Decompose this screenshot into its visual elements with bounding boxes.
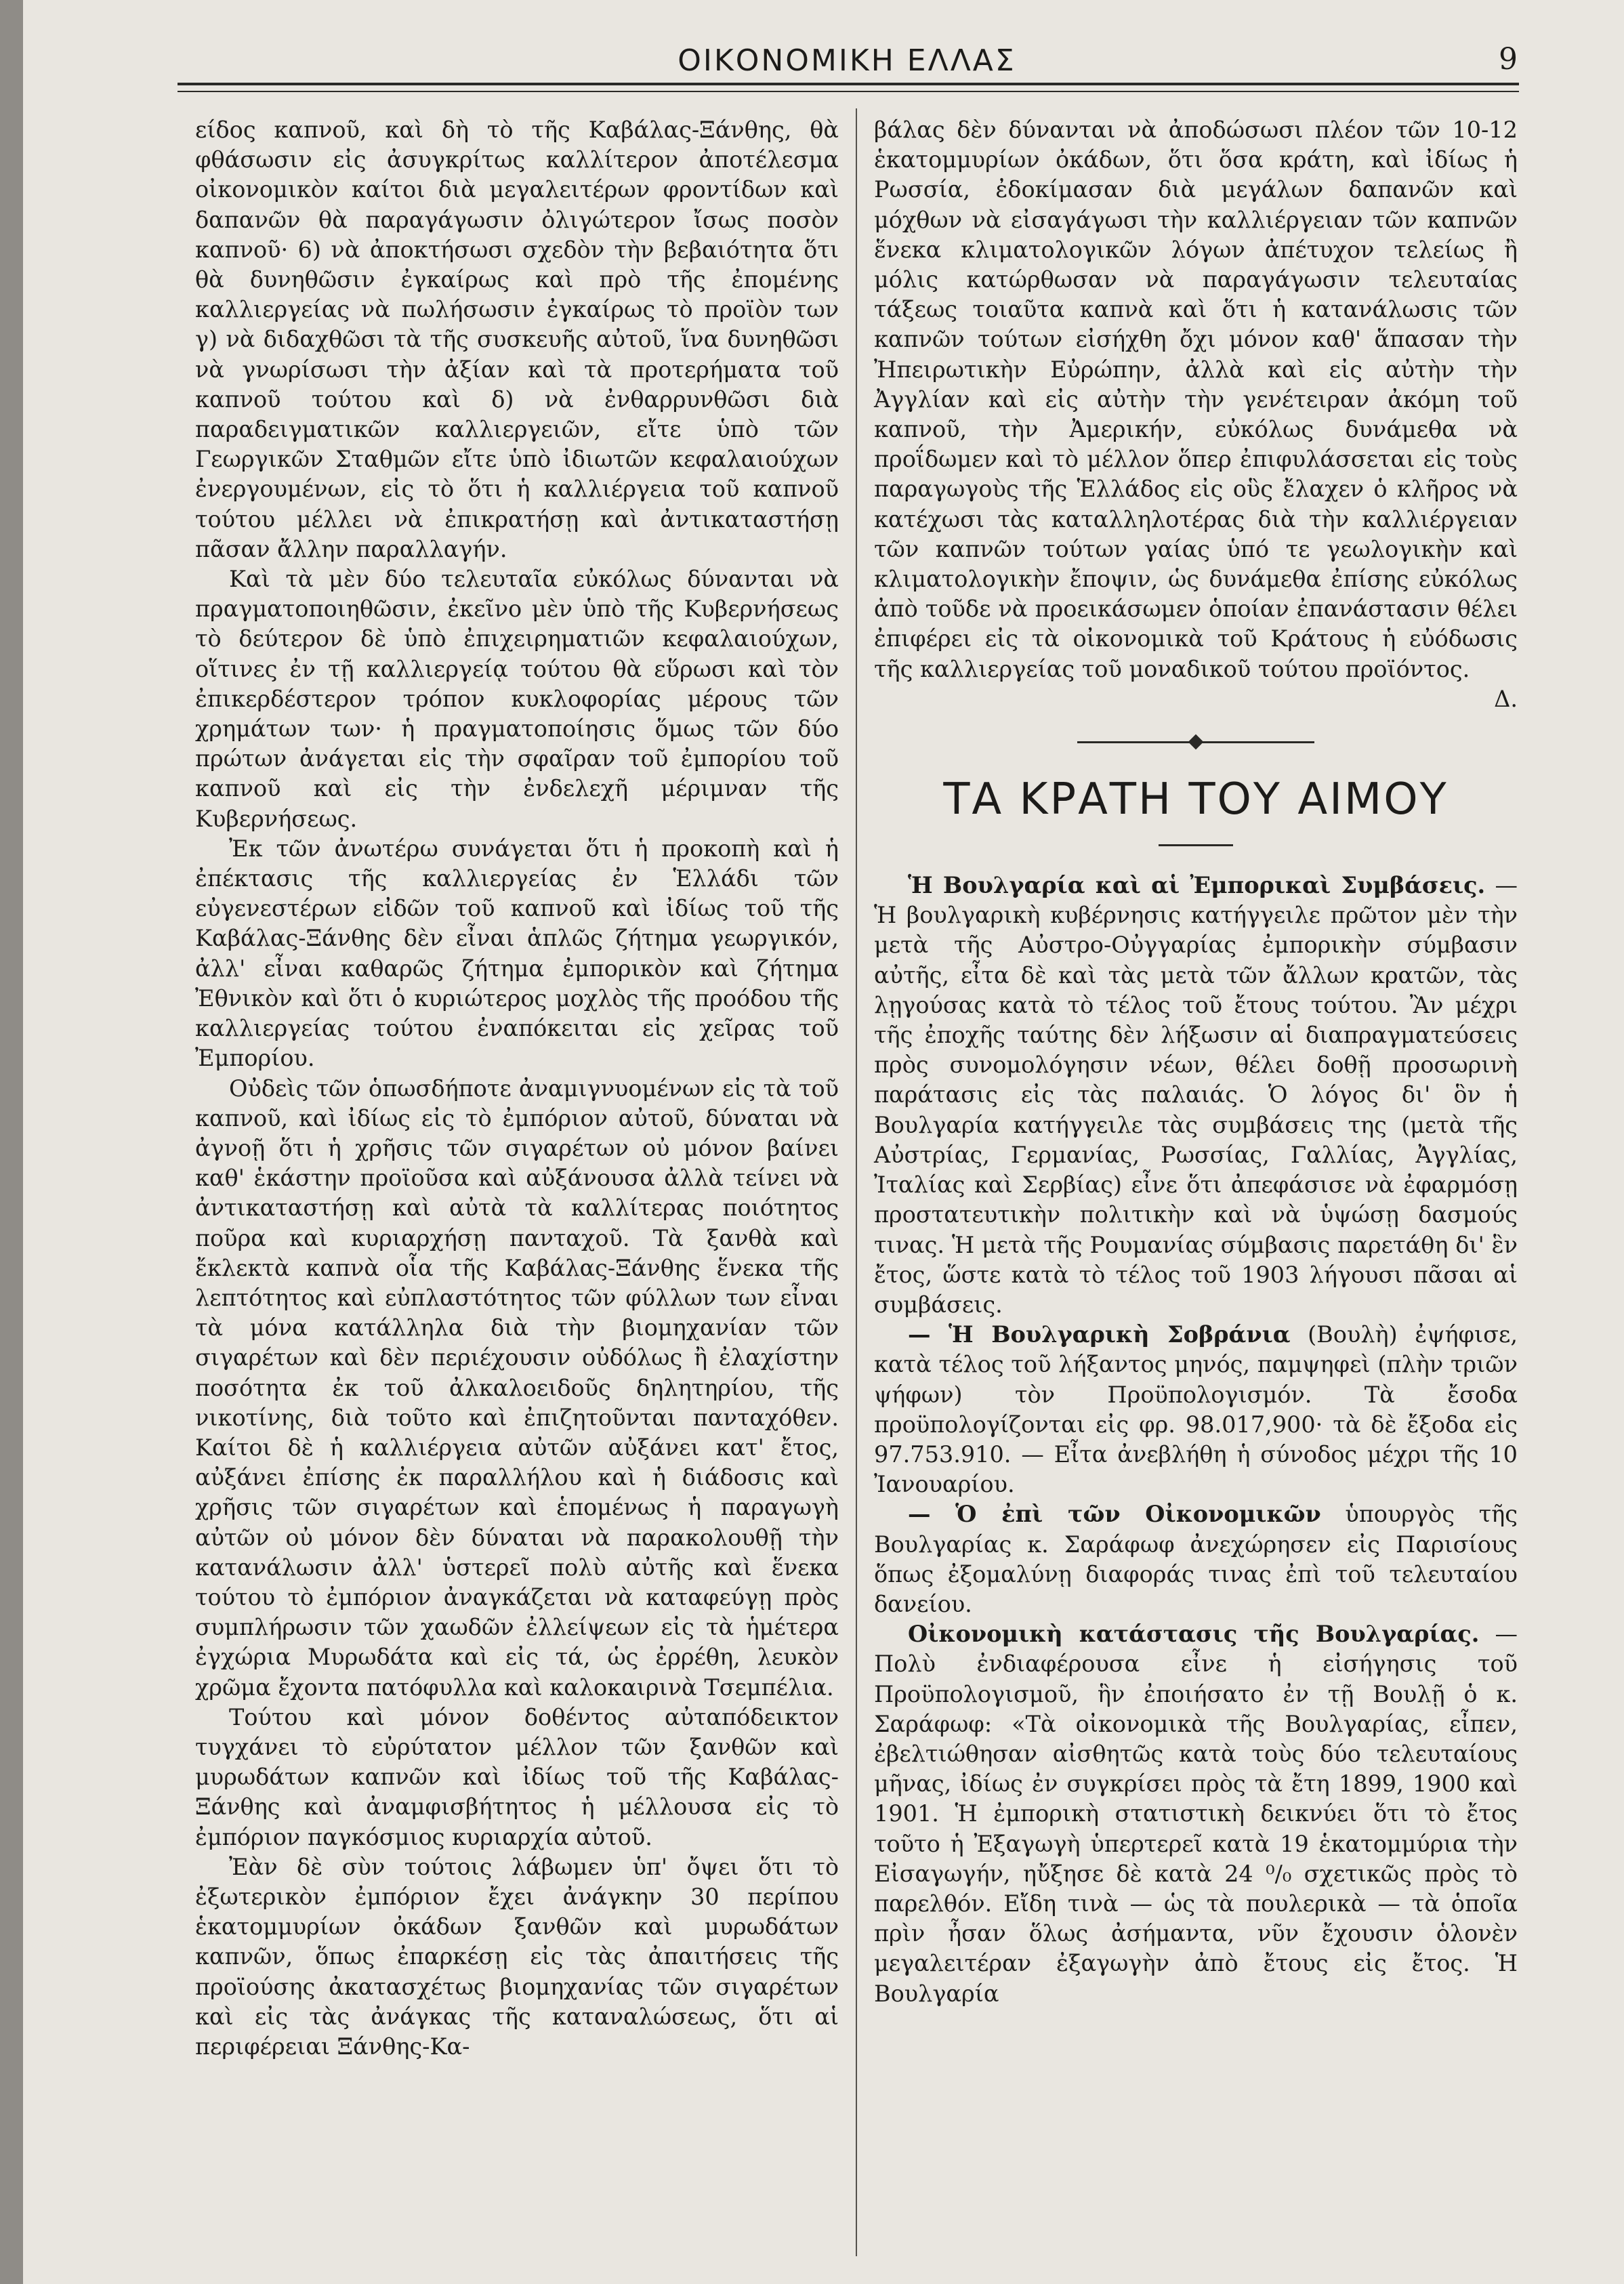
news-item-heading: Οἰκονομικὴ κατάστασις τῆς Βουλγαρίας. [908, 1621, 1480, 1648]
news-item-text: ὑπουργὸς τῆς Βουλγαρίας κ. Σαράφωφ ἀνεχώρησεν εἰς Παρισίους ὅπως ἐξομαλύνῃ διαφοράς τινας ἐπὶ τοῦ τελευταίου δανείου. [874, 1501, 1518, 1617]
left-column [195, 115, 839, 2270]
paragraph: βάλας δὲν δύνανται νὰ ἀποδώσωσι πλέον τῶν 10-12 ἑκατομμυρίων ὀκάδων, ὅτι ὅσα κράτη, καὶ ἰδίως ἡ Ρωσσία, ἐδοκίμασαν διὰ μεγάλων δαπανῶν καὶ μόχθων νὰ εἰσαγάγωσι τὴν καλλιέργειαν τῶν καπνῶν ἕνεκα κλιματολογικῶν λόγων ἀπέτυχον τελείως ἢ μόλις κατώρθωσαν νὰ παραγάγωσιν τελευταίας τάξεως τοιαῦτα καπνὰ καὶ ὅτι ἡ κατανάλωσις τῶν καπνῶν τούτων εἰσήχθη ὄχι μόνον καθ' ἅπασαν τὴν Ἠπειρωτικὴν Εὐρώπην, ἀλλὰ καὶ εἰς αὐτὴν τὴν Ἀγγλίαν καὶ εἰς αὐτὴν τὴν γενέτειραν ἀκόμη τοῦ καπνοῦ, τὴν Ἀμερικήν, εὐκόλως δυνάμεθα νὰ προΐδωμεν καὶ τὸ μέλλον ὅπερ ἐπιφυλάσσεται εἰς τοὺς παραγωγοὺς τῆς Ἑλλάδος εἰς οὓς ἔλαχεν ὁ κλῆρος νὰ κατέχωσι τὰς καταλληλοτέρας διὰ τὴν καλλιέργειαν τῶν καπνῶν τούτων γαίας ὑπό τε γεωλογικὴν καὶ κλιματολογικὴν ἔποψιν, ὡς δυνάμεθα ἐπίσης εὐκόλως ἀπὸ τοῦδε νὰ προεικάσωμεν ὁποίαν ἐπανάστασιν θέλει ἐπιφέρει εἰς τὰ οἰκονομικὰ τοῦ Κράτους ἡ εὐόδωσις τῆς καλλιεργείας τοῦ μοναδικοῦ τούτου προϊόντος. [874, 117, 1518, 682]
news-item-heading: Ἡ Βουλγαρία καὶ αἱ Ἐμπορικαὶ Συμβάσεις. [908, 872, 1486, 899]
section-ornament [874, 732, 1518, 752]
page-number: 9 [1499, 42, 1518, 77]
news-item [874, 1320, 1518, 1499]
section-title: ΤΑ ΚΡΑΤΗ ΤΟΥ ΑΙΜΟΥ [943, 774, 1449, 825]
title-underline [1159, 844, 1233, 846]
paragraph: Οὐδεὶς τῶν ὁπωσδήποτε ἀναμιγνυομένων εἰς τὰ τοῦ καπνοῦ, καὶ ἰδίως εἰς τὸ ἐμπόριον αὐτοῦ, δύναται νὰ ἀγνοῇ ὅτι ἡ χρῆσις τῶν σιγαρέτων οὐ μόνον βαίνει καθ' ἑκάστην προϊοῦσα καὶ αὐξάνουσα ἀλλὰ τείνει νὰ ἀντικαταστήσῃ καὶ αὐτὰ τὰ καλλίτερας ποιότητος ποῦρα καὶ κυριαρχήσῃ πανταχοῦ. Τὰ ξανθὰ καὶ ἔκλεκτὰ καπνὰ οἷα τῆς Καβάλας-Ξάνθης ἕνεκα τῆς λεπτότητος καὶ εὐπλαστότητος τῶν φύλλων των εἶναι τὰ μόνα κατάλληλα διὰ τὴν βιομηχανίαν τῶν σιγαρέτων καὶ δὲν περιέχουσιν οὐδόλως ἢ ἐλαχίστην ποσότητα ἐκ τοῦ ἀλκαλοειδοῦς δηλητηρίου, τῆς νικοτίνης, διὰ τοῦτο καὶ ἐπιζητοῦνται πανταχόθεν. Καίτοι δὲ ἡ καλλιέργεια αὐτῶν αὐξάνει κατ' ἔτος, αὐξάνει ἐπίσης ἐκ παραλλήλου καὶ ἡ διάδοσις καὶ χρῆσις τῶν σιγαρέτων καὶ ἑπομένως ἡ παραγωγὴ αὐτῶν οὐ μόνον δὲν δύναται νὰ παρακολουθῇ τὴν κατανάλωσιν ἀλλ' ὑστερεῖ πολὺ αὐτῆς καὶ ἕνεκα τούτου τὸ ἐμπόριον ἀναγκάζεται νὰ καταφεύγῃ πρὸς συμπλήρωσιν τῶν χαωδῶν ἐλλείψεων εἰς τὰ ἡμέτερα ἐγχώρια Μυρωδάτα καὶ εἰς τά, ὡς ἐρρέθη, λευκὸν χρῶμα ἔχοντα πατόφυλλα καὶ καλοκαιρινὰ Τσεμπέλια. [195, 1075, 839, 1701]
header-rule-thick [178, 83, 1519, 85]
news-item-heading: — Ὁ ἐπὶ τῶν Οἰκονομικῶν [908, 1501, 1321, 1528]
news-item-text: — Ἡ βουλγαρικὴ κυβέρνησις κατήγγειλε πρῶτον μὲν τὴν μετὰ τῆς Αὐστρο-Οὐγγαρίας ἐμπορικὴν σύμβασιν αὐτῆς, εἶτα δὲ καὶ τὰς μετὰ τῶν ἄλλων κρατῶν, τὰς λῃγούσας κατὰ τὸ τέλος τοῦ ἔτους τούτου. Ἂν μέχρι τῆς ἐποχῆς ταύτης δὲν λήξωσιν αἱ διαπραγματεύσεις πρὸς συνομολόγησιν νέων, θέλει δοθῇ προσωρινὴ παράτασις εἰς τὰς παλαιάς. Ὁ λόγος δι' ὃν ἡ Βουλγαρία κατήγγειλε τὰς συμβάσεις της (μετὰ τῆς Αὐστρίας, Γερμανίας, Ρωσσίας, Γαλλίας, Ἀγγλίας, Ἰταλίας καὶ Σερβίας) εἶνε ὅτι ἀπεφάσισε νὰ ἐφαρμόσῃ προστατευτικὴν πολιτικὴν καὶ νὰ ὑψώσῃ δασμούς τινας. Ἡ μετὰ τῆς Ρουμανίας σύμβασις παρετάθη δι' ἓν ἔτος, ὥστε κατὰ τὸ τέλος τοῦ 1903 λήγουσι πᾶσαι αἱ συμβάσεις. [874, 872, 1518, 1318]
paragraph: Τούτου καὶ μόνον δοθέντος αὐταπόδεικτον τυγχάνει τὸ εὐρύτατον μέλλον τῶν ξανθῶν καὶ μυρωδάτων καπνῶν καὶ ἰδίως τοῦ τῆς Καβάλας-Ξάνθης καὶ ἀναμφισβήτητος ἡ μέλλουσα εἰς τὸ ἐμπόριον παγκόσμιος κυριαρχία αὐτοῦ. [195, 1703, 839, 1850]
news-item-text: (Βουλὴ) ἐψήφισε, κατὰ τέλος τοῦ λήξαντος μηνός, παμψηφεὶ (πλὴν τριῶν ψήφων) τὸν Προϋπολογισμόν. Τὰ ἔσοδα προϋπολογίζονται εἰς φρ. 98.017,900· τὰ δὲ ἔξοδα εἰς 97.753.910. — Εἶτα ἀνεβλήθη ἡ σύνοδος μέχρι τῆς 10 Ἰανουαρίου. [874, 1321, 1518, 1498]
paragraph: Ἐὰν δὲ σὺν τούτοις λάβωμεν ὑπ' ὄψει ὅτι τὸ ἐξωτερικὸν ἐμπόριον ἔχει ἀνάγκην 30 περίπου ἑκατομμυρίων ὀκάδων ξανθῶν καὶ μυρωδάτων καπνῶν, ὅπως ἐπαρκέσῃ εἰς τὰς ἀπαιτήσεις τῆς προϊούσης ἀκατασχέτως βιομηχανίας τῶν σιγαρέτων καὶ εἰς τὰς ἀνάγκας τῆς καταναλώσεως, ὅτι αἱ περιφέρειαι Ξάνθης-Κα- [195, 1853, 839, 2060]
news-item-heading: — Ἡ Βουλγαρικὴ Σοβράνια [908, 1321, 1291, 1348]
news-item-text: — Πολὺ ἐνδιαφέρουσα εἶνε ἡ εἰσήγησις τοῦ Προϋπολογισμοῦ, ἣν ἐποιήσατο ἐν τῇ Βουλῇ ὁ κ. Σαράφωφ: «Τὰ οἰκονομικὰ τῆς Βουλγαρίας, εἶπεν, ἐβελτιώθησαν αἰσθητῶς κατὰ τοὺς δύο τελευταίους μῆνας, ἰδίως ἐν συγκρίσει πρὸς τὰ ἔτη 1899, 1900 καὶ 1901. Ἡ ἐμπορικὴ στατιστικὴ δεικνύει ὅτι τὸ ἔτος τοῦτο ἡ Ἐξαγωγὴ ὑπερτερεῖ κατὰ 19 ἑκατομμύρια τὴν Εἰσαγωγήν, ηὔξησε δὲ κατὰ 24 ⁰/₀ σχετικῶς πρὸς τὸ παρελθόν. Εἴδη τινὰ — ὡς τὰ πουλερικὰ — τὰ ὁποῖα πρὶν ἦσαν ὅλως ἀσήμαντα, νῦν ἔχουσιν ὁλονὲν μεγαλειτέραν ἐξαγωγὴν ἀπὸ ἔτους εἰς ἔτος. Ἡ Βουλγαρία [874, 1621, 1518, 2007]
running-header [176, 41, 1518, 88]
header-rule-thin [178, 91, 1519, 92]
paragraph: Ἐκ τῶν ἀνωτέρω συνάγεται ὅτι ἡ προκοπὴ καὶ ἡ ἐπέκτασις τῆς καλλιεργείας ἐν Ἑλλάδι τῶν εὐγενεστέρων εἰδῶν τοῦ καπνοῦ καὶ ἰδίως τοῦ τῆς Καβάλας-Ξάνθης δὲν εἶναι ἁπλῶς ζήτημα γεωργικόν, ἀλλ' εἶναι καθαρῶς ζήτημα ἐμπορικὸν καὶ ζήτημα Ἐθνικὸν καὶ ὅτι ὁ κυριώτερος μοχλὸς τῆς προόδου τῆς καλλιεργείας τούτου ἐναπόκειται εἰς χεῖρας τοῦ Ἐμπορίου. [195, 835, 839, 1072]
news-item [874, 1499, 1518, 1619]
right-column [874, 115, 1518, 2270]
page-binding-shadow [0, 0, 23, 2284]
ornament-diamond [1188, 734, 1204, 750]
journal-title: ΟΙΚΟΝΟΜΙΚΗ ΕΛΛΑΣ [678, 43, 1016, 78]
news-item [874, 871, 1518, 1320]
signature-row [874, 684, 1518, 714]
news-item [874, 1619, 1518, 2009]
paragraph: είδος καπνοῦ, καὶ δὴ τὸ τῆς Καβάλας-Ξάνθης, θὰ φθάσωσιν εἰς ἀσυγκρίτως καλλίτερον ἀποτέλεσμα οἰκονομικὸν καίτοι διὰ μεγαλειτέρων φροντίδων καὶ δαπανῶν θὰ παραγάγωσιν ὀλιγώτερον ἴσως ποσὸν καπνοῦ· 6) νὰ ἀποκτήσωσι σχεδὸν τὴν βεβαιότητα ὅτι θὰ δυνηθῶσιν ἐγκαίρως καὶ πρὸ τῆς ἐπομένης καλλιεργείας νὰ πωλήσωσιν ἐγκαίρως τὸ προϊὸν των γ) νὰ διδαχθῶσι τὰ τῆς συσκευῆς αὐτοῦ, ἵνα δυνηθῶσι νὰ γνωρίσωσι τὴν ἀξίαν καὶ τὰ προτερήματα τοῦ καπνοῦ τούτου καὶ δ) νὰ ἐνθαρρυνθῶσι διὰ παραδειγματικῶν καλλιεργειῶν, εἴτε ὑπὸ τῶν Γεωργικῶν Σταθμῶν εἴτε ὑπὸ ἰδιωτῶν κεφαλαιούχων ἐνεργουμένων, εἰς τὸ ὅτι ἡ καλλιέργεια τοῦ καπνοῦ τούτου μέλλει νὰ ἐπικρατήσῃ καὶ ἀντικαταστήσῃ πᾶσαν ἄλλην παραλλαγήν. [195, 117, 839, 562]
paragraph: Καὶ τὰ μὲν δύο τελευταῖα εὐκόλως δύνανται νὰ πραγματοποιηθῶσιν, ἐκεῖνο μὲν ὑπὸ τῆς Κυβερνήσεως τὸ δεύτερον δὲ ὑπὸ ἐπιχειρηματιῶν κεφαλαιούχων, οἵτινες ἐν τῇ καλλιεργείᾳ τούτου θὰ εὕρωσι καὶ τὸν ἐπικερδέστερον τρόπον κυκλοφορίας μέρους τῶν χρημάτων των· ἡ πραγματοποίησις ὅμως τῶν δύο πρώτων ἀνάγεται εἰς τὴν σφαῖραν τοῦ ἐμπορίου τοῦ καπνοῦ καὶ εἰς τὴν ἐνδελεχῆ μέριμναν τῆς Κυβερνήσεως. [195, 566, 839, 832]
author-signature: Δ. [1494, 685, 1518, 712]
column-divider [856, 108, 857, 2256]
